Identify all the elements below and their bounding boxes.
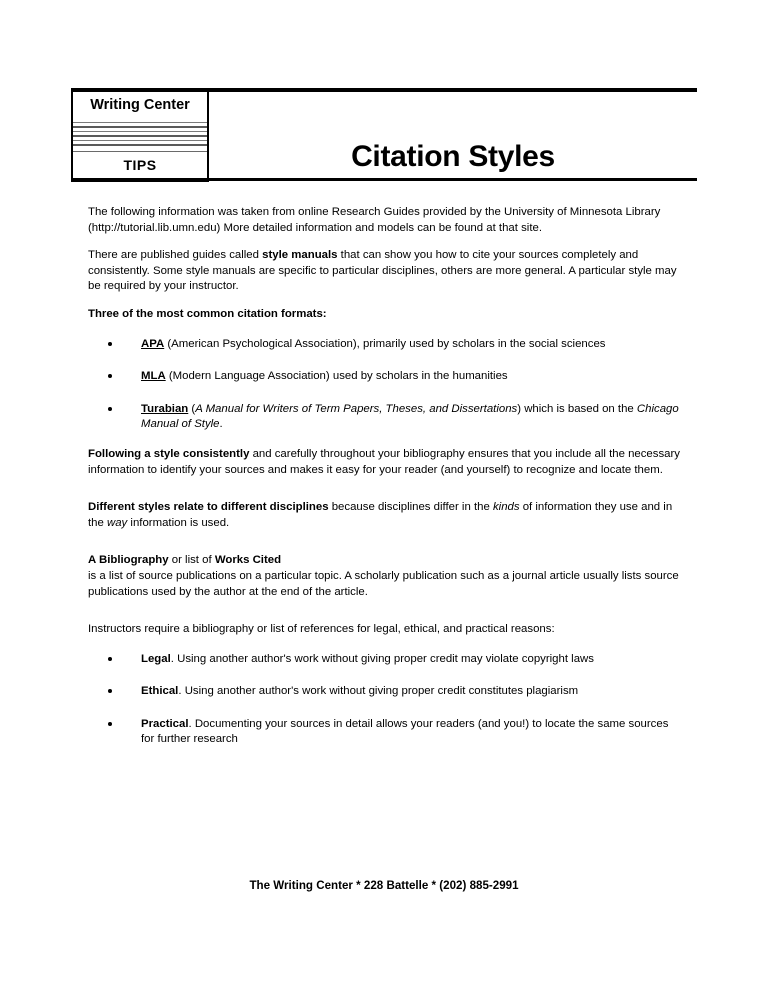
logo-title: Writing Center — [90, 96, 190, 113]
header-bottom-rule — [71, 178, 697, 182]
format-name-turabian: Turabian — [141, 402, 189, 415]
bibliography-heading — [88, 553, 682, 569]
bullet-icon — [108, 374, 112, 378]
header-bottom-rule-right — [209, 178, 697, 181]
logo-stripe-line — [73, 144, 207, 146]
different-styles-text-3: information is used. — [127, 516, 230, 529]
bibliography-bold: A Bibliography — [88, 554, 169, 567]
bibliography-mid-text: or list of — [168, 554, 215, 567]
instructors-paragraph — [88, 622, 682, 638]
logo-stripes — [73, 117, 207, 151]
bullet-icon — [108, 407, 112, 411]
spacer — [88, 433, 682, 447]
reason-name-ethical: Ethical — [141, 685, 179, 698]
intro-text: The following information was taken from online Research Guides provided by the University of Minnesota Library (http://tutorial.lib.umn.edu) More detailed information and models can be found at that site. — [88, 206, 661, 234]
list-item — [88, 402, 682, 433]
different-styles-text-2: of information they use and in the — [88, 501, 673, 529]
format-turabian-italic-title: A Manual for Writers of Term Papers, Theses, and Dissertations — [195, 402, 518, 415]
bullet-icon — [108, 342, 112, 346]
different-styles-bold: Different styles relate to different disciplines — [88, 501, 329, 514]
citation-formats-list — [88, 337, 682, 433]
different-styles-italic-kinds: kinds — [492, 501, 520, 514]
formats-heading-text: Three of the most common citation formats: — [88, 307, 327, 320]
different-styles-italic-way: way — [107, 516, 128, 529]
bullet-icon — [108, 657, 112, 661]
following-style-text: and carefully throughout your bibliography ensures that you include all the necessary information to identify your sources and makes it easy for your reader (and yourself) to recognize and locate them. — [88, 447, 680, 476]
bibliography-body — [88, 569, 682, 600]
spacer — [88, 327, 682, 337]
page-title: Citation Styles — [351, 140, 555, 173]
reason-desc-legal: . Using another author's work without giving proper credit may violate copyright laws — [170, 652, 594, 665]
format-desc-turabian-pre: ( — [188, 402, 196, 415]
logo-stripe-line — [73, 135, 207, 137]
following-style-bold: Following a style consistently — [88, 447, 250, 460]
formats-heading — [88, 307, 682, 323]
header-body — [71, 92, 697, 178]
list-item — [88, 652, 682, 668]
reason-desc-practical: . Documenting your sources in detail allows your readers (and you!) to locate the same sources for further research — [141, 717, 669, 746]
logo-stripe-line — [73, 140, 207, 141]
format-desc-apa: (American Psychological Association), primarily used by scholars in the social sciences — [164, 337, 606, 350]
header-bottom-rule-left — [71, 178, 209, 182]
document-body — [88, 205, 682, 748]
format-name-mla: MLA — [141, 370, 166, 383]
list-item — [88, 369, 682, 385]
logo-stripe-line — [73, 131, 207, 132]
format-name-apa: APA — [141, 337, 165, 350]
list-item — [88, 337, 682, 353]
format-desc-turabian-mid: ) which is based on the — [517, 402, 637, 415]
reason-name-practical: Practical — [141, 717, 189, 730]
following-style-paragraph — [88, 447, 682, 478]
spacer — [88, 642, 682, 652]
works-cited-bold: Works Cited — [214, 554, 282, 567]
writing-center-logo-box — [71, 92, 209, 178]
format-turabian-italic-chicago: Chicago Manual of Style — [141, 402, 679, 431]
list-item — [88, 684, 682, 700]
logo-stripe-line — [73, 126, 207, 128]
spacer — [88, 490, 682, 500]
document-header — [71, 88, 697, 182]
style-manuals-bold: style manuals — [262, 249, 338, 262]
format-desc-turabian-post: . — [219, 418, 223, 431]
spacer — [88, 612, 682, 622]
reason-desc-ethical: . Using another author's work without giving proper credit constitutes plagiarism — [178, 685, 579, 698]
style-manuals-text-post: that can show you how to cite your sources completely and consistently. Some style manuals are specific to particular disciplines, others are more general. A particular style may be required by your instructor. — [88, 249, 677, 293]
intro-paragraph — [88, 205, 682, 236]
logo-tips-label: TIPS — [73, 151, 207, 178]
bibliography-body-text: is a list of source publications on a particular topic. A scholarly publication such as a journal article usually lists source publications used by the author at the end of the article. — [88, 569, 679, 598]
reason-name-legal: Legal — [141, 652, 171, 665]
title-area — [209, 92, 697, 178]
different-styles-paragraph — [88, 500, 682, 531]
style-manuals-paragraph — [88, 248, 682, 295]
style-manuals-text-pre: There are published guides called — [88, 249, 263, 262]
reasons-list — [88, 652, 682, 748]
format-desc-mla: (Modern Language Association) used by scholars in the humanities — [165, 370, 508, 383]
different-styles-text-1: because disciplines differ in the — [328, 501, 493, 514]
logo-stripe-line — [73, 122, 207, 123]
bullet-icon — [108, 722, 112, 726]
bullet-icon — [108, 689, 112, 693]
instructors-text: Instructors require a bibliography or list of references for legal, ethical, and practical reasons: — [88, 623, 555, 636]
page-footer: The Writing Center * 228 Battelle * (202) 885-2991 — [249, 879, 519, 892]
spacer — [88, 543, 682, 553]
list-item — [88, 717, 682, 748]
